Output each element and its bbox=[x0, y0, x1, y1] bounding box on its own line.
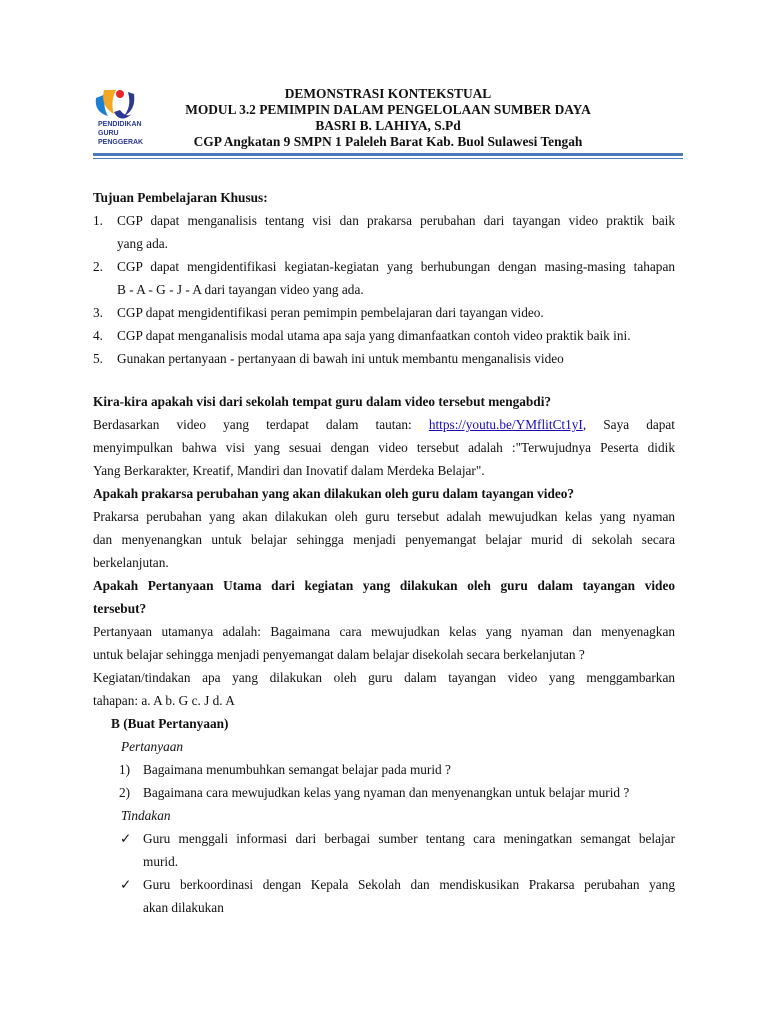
objective-text-cont: yang ada. bbox=[117, 236, 168, 251]
objective-item bbox=[93, 209, 675, 255]
question-vision: Kira-kira apakah visi dari sekolah tempat guru dalam video tersebut mengabdi? bbox=[93, 394, 552, 409]
header-school: CGP Angkatan 9 SMPN 1 Paleleh Barat Kab. Buol Sulawesi Tengah bbox=[193, 134, 583, 149]
objective-number: 4. bbox=[93, 328, 103, 343]
answer-initiative-line: Prakarsa perubahan yang akan dilakukan oleh guru tersebut adalah mewujudkan kelas yang nyaman bbox=[93, 509, 675, 524]
questions-label: Pertanyaan bbox=[121, 739, 184, 754]
stage-b-title: B (Buat Pertanyaan) bbox=[111, 716, 229, 731]
video-link[interactable]: https://youtu.be/YMflitCt1yI bbox=[428, 417, 583, 432]
logo-line-1: PENDIDIKAN bbox=[98, 121, 142, 128]
logo-line-2: GURU bbox=[98, 130, 119, 137]
answer-vision-line: menyimpulkan bahwa visi yang sesuai dengan video tersebut adalah :"Terwujudnya Peserta didik bbox=[93, 440, 675, 455]
objective-text: CGP dapat mengidentifikasi kegiatan-kegiatan yang berhubungan dengan masing-masing tahapan bbox=[117, 259, 675, 274]
stage-b-questions bbox=[93, 758, 675, 804]
answer-vision-line: Yang Berkarakter, Kreatif, Mandiri dan Inovatif dalam Merdeka Belajar". bbox=[93, 463, 485, 478]
logo-line-3: PENGGERAK bbox=[98, 139, 144, 146]
answer-main-line: untuk belajar sehingga menjadi penyemangat dalam belajar disekolah secara berkelanjutan ? bbox=[93, 647, 585, 662]
header-title: DEMONSTRASI KONTEKSTUAL bbox=[284, 86, 492, 101]
list-item bbox=[93, 827, 675, 873]
answer-main-line: Pertanyaan utamanya adalah: Bagaimana cara mewujudkan kelas yang nyaman dan menyenagkan bbox=[93, 624, 675, 639]
pendidikan-guru-penggerak-logo bbox=[90, 84, 170, 174]
list-text: Bagaimana menumbuhkan semangat belajar pada murid ? bbox=[143, 762, 451, 777]
document-body bbox=[93, 186, 675, 919]
answer-vision-after-link: , Saya dapat bbox=[582, 417, 675, 432]
objective-number: 3. bbox=[93, 305, 103, 320]
objective-number: 1. bbox=[93, 213, 103, 228]
list-number: 2) bbox=[119, 785, 131, 800]
checkmark-icon: ✓ bbox=[120, 831, 132, 846]
document-header bbox=[170, 86, 606, 150]
question-activities: Kegiatan/tindakan apa yang dilakukan oleh guru dalam tayangan video yang menggambarkan bbox=[93, 670, 675, 685]
header-author: BASRI B. LAHIYA, S.Pd bbox=[315, 118, 461, 133]
list-item bbox=[93, 781, 675, 804]
objective-number: 2. bbox=[93, 259, 103, 274]
spacer bbox=[93, 370, 675, 390]
objective-text-cont: B - A - G - J - A dari tayangan video yang ada. bbox=[117, 282, 364, 297]
actions-label: Tindakan bbox=[121, 808, 171, 823]
objective-text: CGP dapat menganalisis tentang visi dan prakarsa perubahan dari tayangan video praktik baik bbox=[117, 213, 675, 228]
question-main: Apakah Pertanyaan Utama dari kegiatan yang dilakukan oleh guru dalam tayangan video bbox=[93, 578, 675, 593]
objective-item bbox=[93, 347, 675, 370]
list-text: Guru berkoordinasi dengan Kepala Sekolah dan mendiskusikan Prakarsa perubahan yang bbox=[143, 877, 675, 892]
objective-text: CGP dapat menganalisis modal utama apa saja yang dimanfaatkan contoh video praktik baik ini. bbox=[117, 328, 631, 343]
question-activities-cont: tahapan: a. A b. G c. J d. A bbox=[93, 693, 235, 708]
header-divider bbox=[93, 153, 683, 156]
answer-vision-intro: Berdasarkan video yang terdapat dalam tautan: bbox=[93, 417, 429, 432]
list-text-cont: murid. bbox=[143, 854, 179, 869]
answer-initiative-line: dan menyenangkan untuk belajar sehingga menjadi penyemangat belajar murid di sekolah secara bbox=[93, 532, 675, 547]
list-item bbox=[93, 873, 675, 919]
list-text: Bagaimana cara mewujudkan kelas yang nyaman dan menyenangkan untuk belajar murid ? bbox=[143, 785, 630, 800]
objective-text: Gunakan pertanyaan - pertanyaan di bawah ini untuk membantu menganalisis video bbox=[117, 351, 564, 366]
logo-emblem-icon bbox=[90, 84, 170, 174]
objectives-list bbox=[93, 209, 675, 370]
question-initiative: Apakah prakarsa perubahan yang akan dilakukan oleh guru dalam tayangan video? bbox=[93, 486, 575, 501]
list-number: 1) bbox=[119, 762, 131, 777]
header-divider-thin bbox=[93, 158, 683, 159]
header-module: MODUL 3.2 PEMIMPIN DALAM PENGELOLAAN SUMBER DAYA bbox=[185, 102, 591, 117]
list-item bbox=[93, 758, 675, 781]
objective-item bbox=[93, 324, 675, 347]
objective-number: 5. bbox=[93, 351, 103, 366]
objective-item bbox=[93, 301, 675, 324]
list-text: Guru menggali informasi dari berbagai sumber tentang cara meningatkan semangat belajar bbox=[143, 831, 675, 846]
objective-text: CGP dapat mengidentifikasi peran pemimpin pembelajaran dari tayangan video. bbox=[117, 305, 544, 320]
objective-item bbox=[93, 255, 675, 301]
answer-vision-line bbox=[93, 413, 675, 436]
question-main-cont: tersebut? bbox=[93, 601, 147, 616]
answer-initiative-line: berkelanjutan. bbox=[93, 555, 169, 570]
stage-b-actions bbox=[93, 827, 675, 919]
objectives-title: Tujuan Pembelajaran Khusus: bbox=[93, 190, 268, 205]
list-text-cont: akan dilakukan bbox=[143, 900, 224, 915]
checkmark-icon: ✓ bbox=[120, 877, 132, 892]
